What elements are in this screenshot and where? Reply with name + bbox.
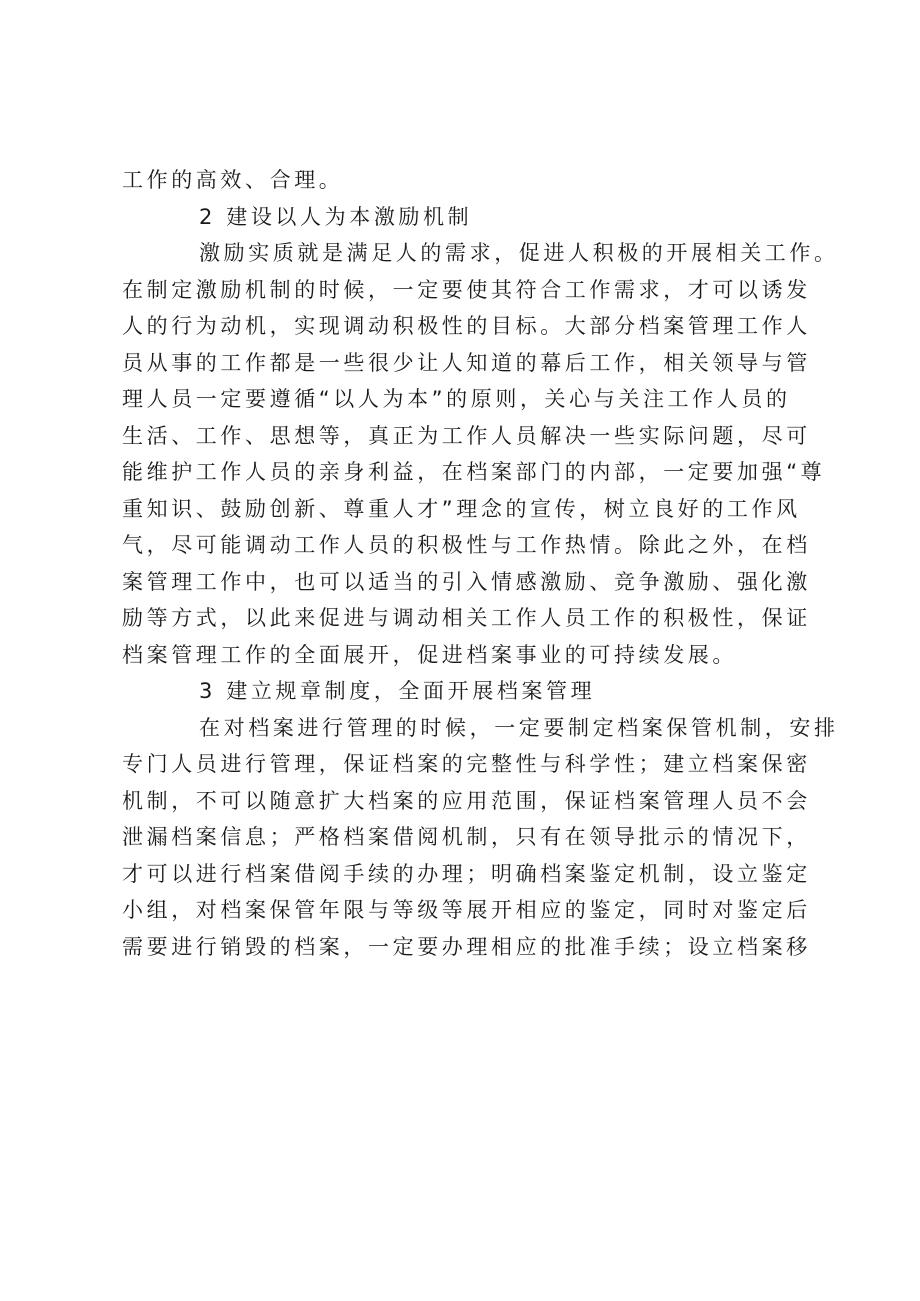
section-heading-3: 3 建立规章制度，全面开展档案管理 (199, 679, 596, 703)
paragraph-line: 理人员一定要遵循“以人为本”的原则，关心与关注工作人员的 (122, 387, 791, 411)
paragraph-line: 重知识、鼓励创新、尊重人才”理念的宣传，树立良好的工作风 (122, 496, 801, 521)
paragraph-line: 励等方式，以此来促进与调动相关工作人员工作的积极性，保证 (122, 606, 811, 630)
paragraph-line: 气，尽可能调动工作人员的积极性与工作热情。除此之外，在档 (122, 533, 811, 557)
paragraph-line: 小组，对档案保管年限与等级等展开相应的鉴定，同时对鉴定后 (122, 898, 811, 922)
paragraph-line: 激励实质就是满足人的需求，促进人积极的开展相关工作。 (199, 241, 839, 265)
paragraph-line: 生活、工作、思想等，真正为工作人员解决一些实际问题，尽可 (122, 423, 811, 448)
paragraph-line: 在对档案进行管理的时候，一定要制定档案保管机制，安排 (199, 715, 839, 740)
paragraph-line: 能维护工作人员的亲身利益，在档案部门的内部，一定要加强“尊 (122, 460, 826, 484)
paragraph-line: 案管理工作中，也可以适当的引入情感激励、竞争激励、强化激 (122, 569, 811, 594)
paragraph-line: 在制定激励机制的时候，一定要使其符合工作需求，才可以诱发 (122, 277, 811, 302)
document-page (122, 162, 839, 965)
paragraph-continuation-line: 工作的高效、合理。 (122, 168, 344, 192)
paragraph-line: 档案管理工作的全面展开，促进档案事业的可持续发展。 (122, 642, 737, 667)
paragraph-line: 泄漏档案信息；严格档案借阅机制，只有在领导批示的情况下， (122, 825, 811, 849)
paragraph-line: 员从事的工作都是一些很少让人知道的幕后工作，相关领导与管 (122, 350, 811, 375)
paragraph-line: 专门人员进行管理，保证档案的完整性与科学性；建立档案保密 (122, 752, 811, 776)
paragraph-line: 才可以进行档案借阅手续的办理；明确档案鉴定机制，设立鉴定 (122, 861, 811, 886)
paragraph-line: 需要进行销毁的档案，一定要办理相应的批准手续；设立档案移 (122, 934, 811, 959)
paragraph-line: 人的行为动机，实现调动积极性的目标。大部分档案管理工作人 (122, 314, 811, 338)
section-heading-2: 2 建设以人为本激励机制 (199, 204, 473, 229)
paragraph-line: 机制，不可以随意扩大档案的应用范围，保证档案管理人员不会 (122, 788, 811, 813)
